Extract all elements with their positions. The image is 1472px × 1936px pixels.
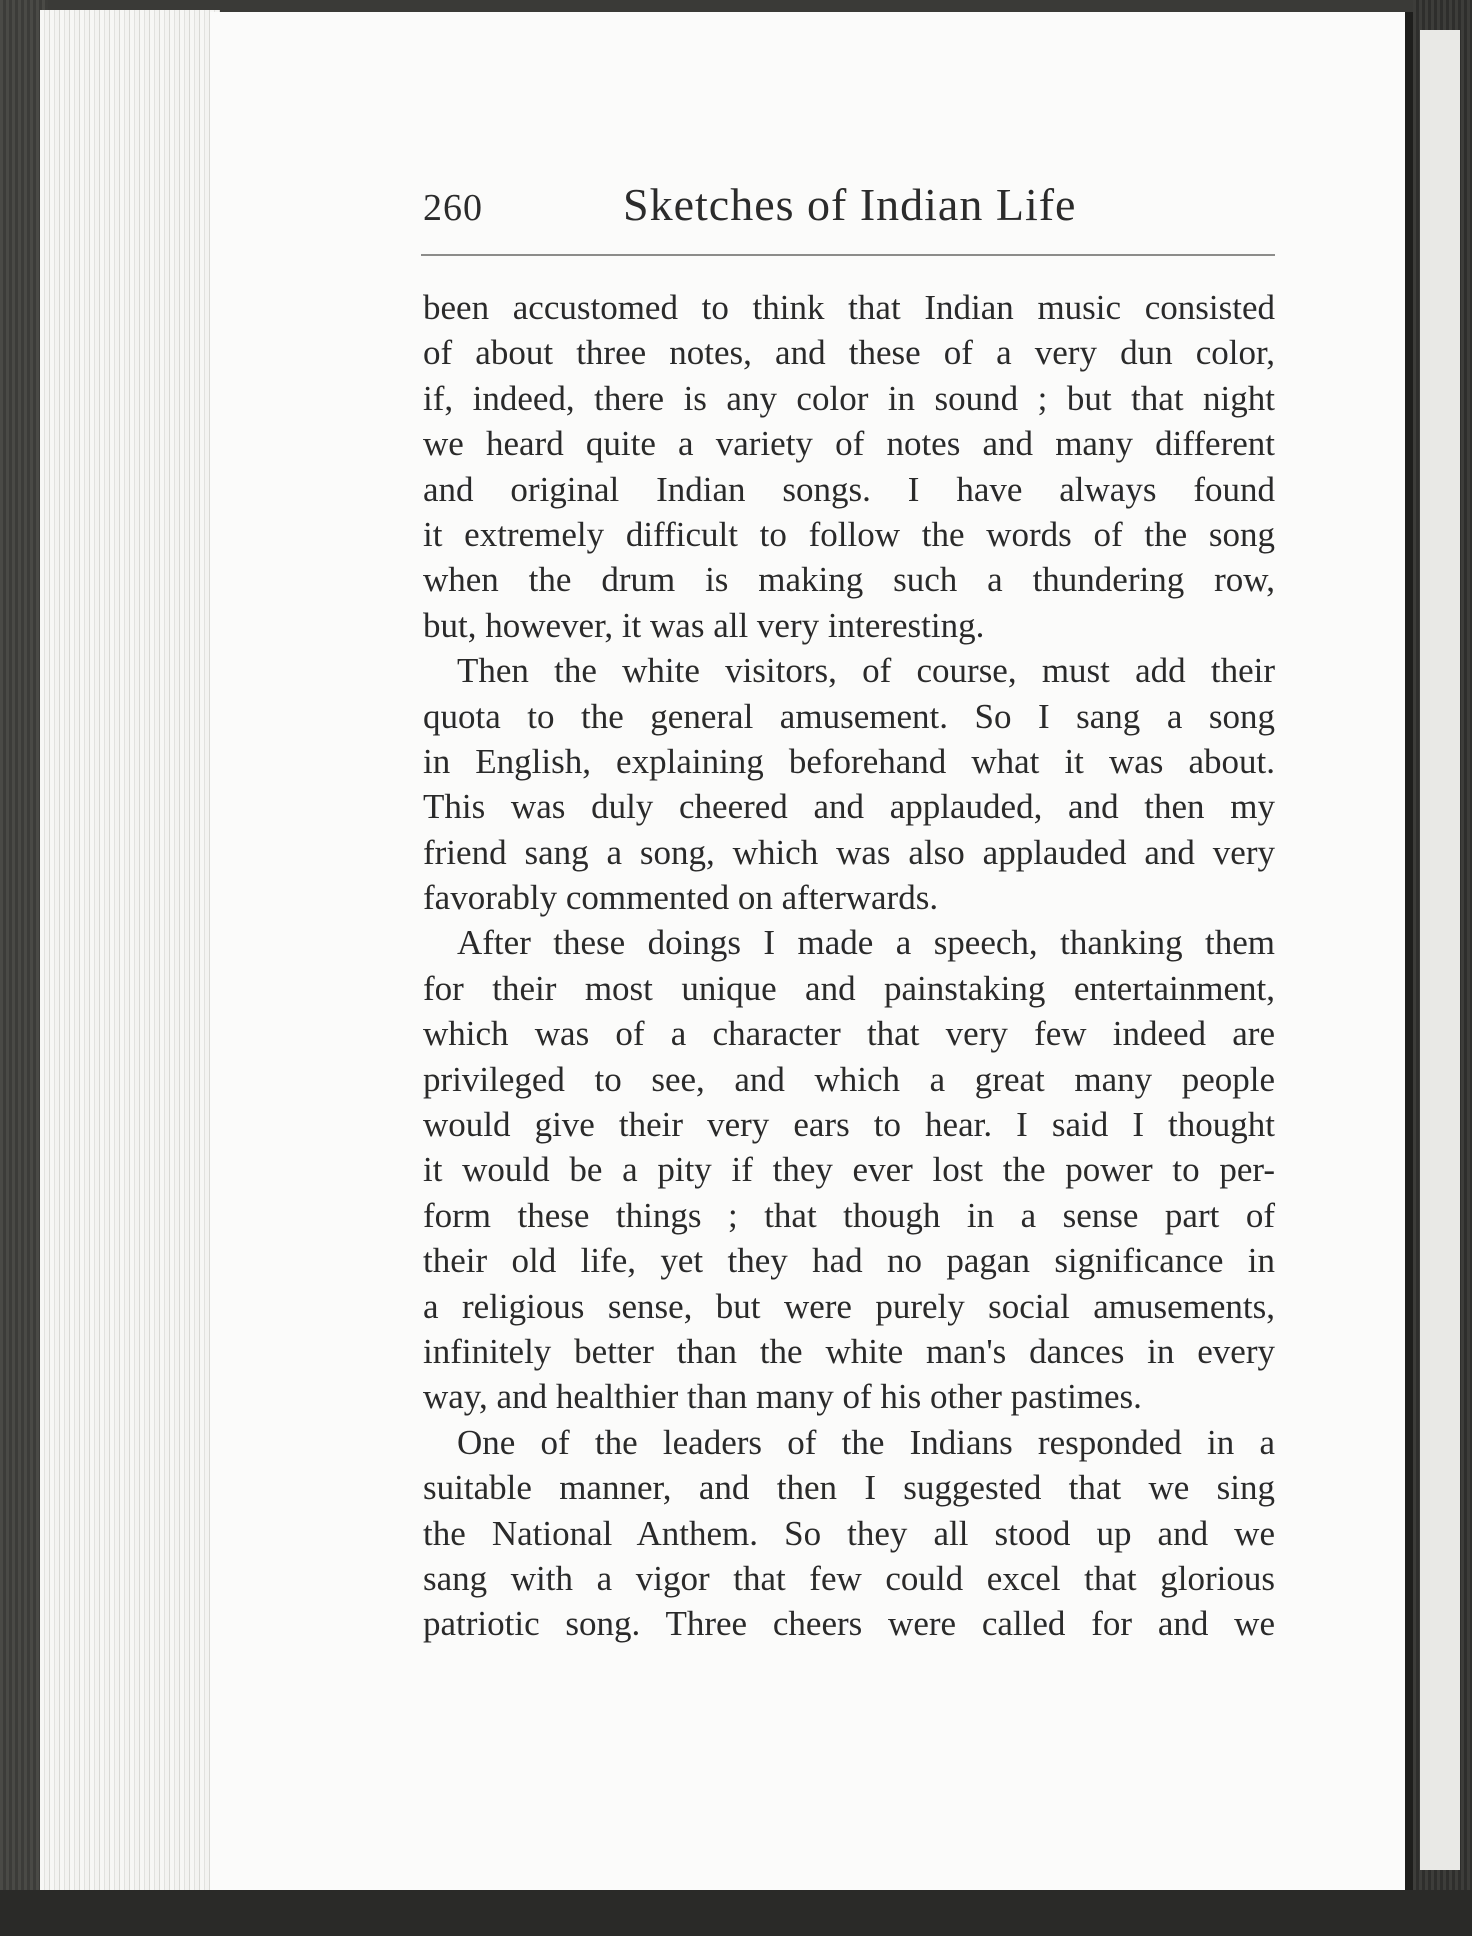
text-line: friend sang a song, which was also applauded and very — [423, 832, 1275, 872]
cover-top-edge — [0, 0, 1472, 12]
text-line: we heard quite a variety of notes and many different — [423, 424, 1275, 464]
stacked-page-edges — [40, 10, 220, 1890]
text-line: This was duly cheered and applauded, and then my — [423, 787, 1275, 827]
text-line: a religious sense, but were purely social amusements, — [423, 1286, 1275, 1326]
header-rule — [421, 254, 1275, 256]
text-line: form these things ; that though in a sense part of — [423, 1195, 1275, 1235]
text-line: privileged to see, and which a great many people — [423, 1059, 1275, 1099]
text-line: been accustomed to think that Indian music consisted — [423, 288, 1275, 327]
paragraph — [423, 920, 1275, 1419]
text-line: the National Anthem. So they all stood up and we — [423, 1513, 1275, 1553]
text-line: favorably commented on afterwards. — [423, 878, 939, 918]
facing-page-sliver — [1420, 30, 1460, 1870]
text-line: if, indeed, there is any color in sound ; but that night — [423, 378, 1275, 418]
text-line: quota to the general amusement. So I sang a song — [423, 696, 1275, 736]
text-line: and original Indian songs. I have always found — [423, 469, 1275, 509]
text-line: Then the white visitors, of course, must add their — [457, 651, 1275, 691]
text-line: it would be a pity if they ever lost the power to per- — [423, 1150, 1275, 1190]
book-title: Sketches of Indian Life — [623, 179, 1077, 230]
paragraph — [423, 648, 1275, 920]
text-line: sang with a vigor that few could excel that glorious — [423, 1558, 1275, 1598]
text-line: way, and healthier than many of his other pastimes. — [423, 1377, 1142, 1417]
text-line: patriotic song. Three cheers were called for and we — [423, 1604, 1275, 1644]
text-line: for their most unique and painstaking entertainment, — [423, 968, 1275, 1008]
text-line: which was of a character that very few indeed are — [423, 1014, 1275, 1054]
text-line: of about three notes, and these of a very dun color, — [423, 333, 1275, 373]
text-line: when the drum is making such a thundering row, — [423, 560, 1275, 600]
running-head — [423, 178, 1275, 238]
text-line: After these doings I made a speech, thanking them — [457, 923, 1275, 963]
page-gutter-shadow — [1405, 12, 1413, 1890]
cover-bottom-edge — [0, 1890, 1472, 1936]
paragraph — [423, 1420, 1275, 1647]
text-line: their old life, yet they had no pagan significance in — [423, 1241, 1275, 1281]
text-line: suitable manner, and then I suggested that we sing — [423, 1468, 1275, 1508]
body-text — [423, 285, 1275, 1647]
text-line: infinitely better than the white man's dances in every — [423, 1331, 1275, 1371]
text-line: in English, explaining beforehand what it was about. — [423, 741, 1275, 781]
text-line: would give their very ears to hear. I said I thought — [423, 1105, 1275, 1145]
text-line: it extremely difficult to follow the words of the song — [423, 514, 1275, 554]
page-number: 260 — [423, 187, 483, 229]
text-line: but, however, it was all very interesting. — [423, 605, 985, 645]
paragraph — [423, 285, 1275, 648]
text-line: One of the leaders of the Indians responded in a — [457, 1422, 1275, 1462]
